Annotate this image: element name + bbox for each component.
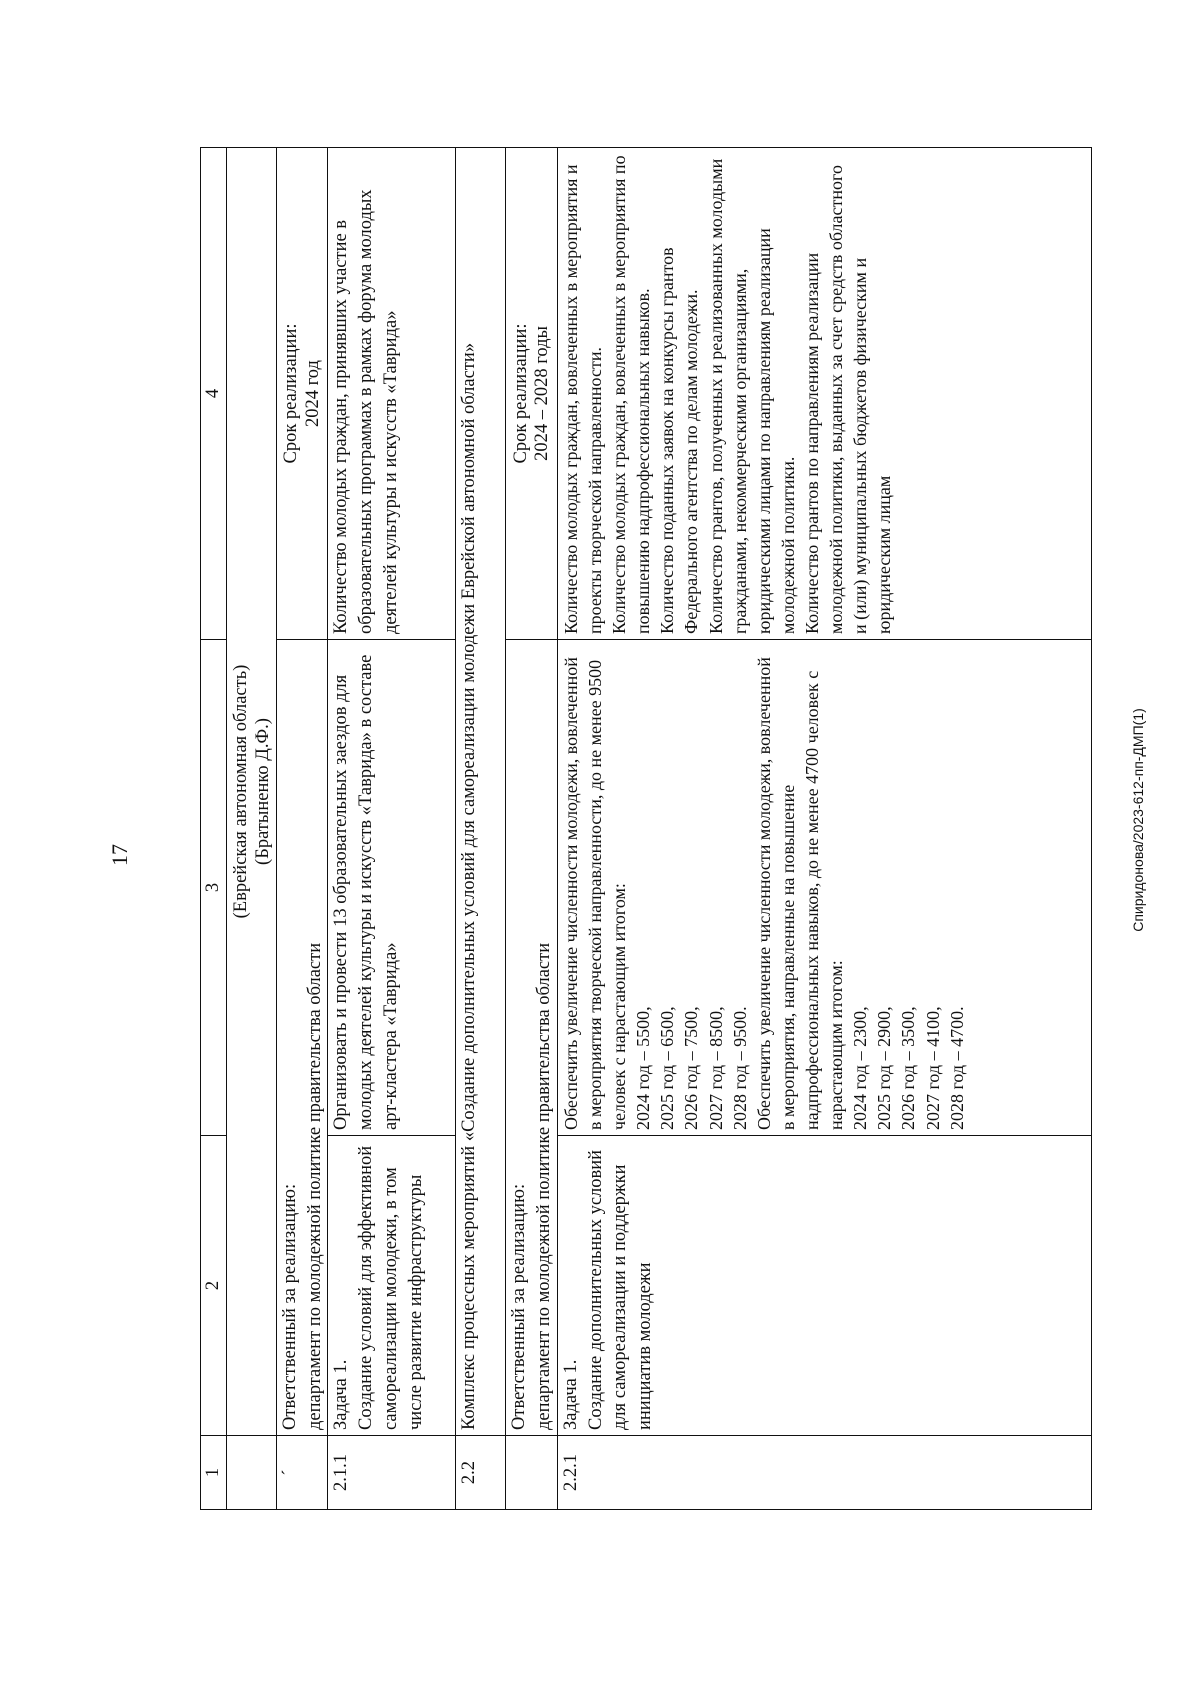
- activity-text: Обеспечить увеличение численности молодежи, вовлеченной в мероприятия, направленные на повышение надпрофессиональных навыков, до не менее 4700 человек с нарастающим итогом:: [753, 657, 847, 1130]
- task-cell: [557, 1136, 1091, 1436]
- region-row: [226, 148, 276, 1510]
- year-value: 2028 год – 9500.: [729, 1006, 750, 1130]
- responsible-cell-1: [276, 640, 328, 1436]
- region-cell: [226, 148, 276, 1436]
- year-value: 2027 год – 8500,: [705, 1006, 726, 1130]
- term-value: 2024 год: [302, 360, 323, 427]
- row-number: 2.1.1: [328, 1436, 456, 1510]
- term-value: 2024 – 2028 годы: [532, 326, 553, 461]
- task-label: Задача 1.: [331, 1359, 352, 1430]
- responsible-label: Ответственный за реализацию:: [509, 1183, 530, 1430]
- table-row-2-1-1: [328, 148, 456, 1510]
- col-header-4: 4: [201, 148, 227, 640]
- year-value: 2026 год – 3500,: [898, 1006, 919, 1130]
- complex-title-cell: Комплекс процессных мероприятий «Создание дополнительных условий для самореализации молодежи Еврейской автономной области»: [456, 148, 506, 1436]
- term-cell-2: [506, 148, 558, 640]
- task-cell: [328, 1136, 456, 1436]
- document-code: Спиридонова/2023-612-пп-ДМП(1): [1130, 708, 1146, 932]
- region-curator: (Братыненко Д.Ф.): [252, 718, 273, 865]
- year-value: 2026 год – 7500,: [681, 1006, 702, 1130]
- row-number: 2.2.1: [557, 1436, 1091, 1510]
- task-label: Задача 1.: [560, 1359, 581, 1430]
- page-number: 17: [107, 844, 132, 866]
- responsible-row-1: [276, 148, 328, 1510]
- term-label: Срок реализации:: [281, 323, 302, 464]
- responsible-department: департамент по молодежной политике правительства области: [534, 942, 555, 1430]
- year-value: 2027 год – 4100,: [922, 1006, 943, 1130]
- indicator-text: Количество молодых граждан, вовлеченных в мероприятия и проекты творческой направленности.: [560, 164, 606, 634]
- indicator-cell: Количество молодых граждан, принявших участие в образовательных программах в рамках форума молодых деятелей культуры и искусств «Таврида»: [328, 148, 456, 640]
- activity-cell: [557, 640, 1091, 1136]
- year-value: 2024 год – 2300,: [850, 1006, 871, 1130]
- responsible-department: департамент по молодежной политике правительства области: [304, 942, 325, 1430]
- col-header-1: 1: [201, 1436, 227, 1510]
- responsible-label: Ответственный за реализацию:: [279, 1183, 300, 1430]
- indicator-text: Количество поданных заявок на конкурсы грантов Федерального агентства по делам молодежи.: [657, 247, 702, 634]
- year-value: 2025 год – 6500,: [657, 1006, 678, 1130]
- year-value: 2028 год – 4700.: [946, 1006, 967, 1130]
- term-cell-1: [276, 148, 328, 640]
- responsible-cell-2: [506, 640, 558, 1436]
- term-label: Срок реализации:: [510, 323, 531, 464]
- row-number: 2.2: [456, 1436, 506, 1510]
- rotated-table-container: [200, 148, 1092, 1510]
- year-value: 2024 год – 5500,: [633, 1006, 654, 1130]
- column-header-row: [201, 148, 227, 1510]
- indicator-text: Количество грантов, полученных и реализованных молодыми гражданами, некоммерческими организациями, юридическими лицами по направлениям реализации молодежной политики.: [705, 158, 798, 634]
- tick-mark: ˊ: [276, 1436, 328, 1510]
- indicator-text: Количество молодых граждан, вовлеченных в мероприятия по повышению надпрофессиональных навыков.: [609, 155, 654, 634]
- task-text: Создание условий для эффективной самореализации молодежи, в том числе развитие инфраструктуры: [356, 1145, 426, 1430]
- year-value: 2025 год – 2900,: [874, 1006, 895, 1130]
- col-header-2: 2: [201, 1136, 227, 1436]
- table-row-2-2: [456, 148, 506, 1510]
- task-text: Создание дополнительных условий для самореализации и поддержки инициатив молодежи: [585, 1149, 656, 1430]
- indicator-cell: [557, 148, 1091, 640]
- table-row-2-2-1: [557, 148, 1091, 1510]
- region-name: (Еврейская автономная область): [230, 664, 251, 919]
- indicator-text: Количество грантов по направлениям реализации молодежной политики, выданных за счет средств областного и (или) муниципальных бюджетов физическим и юридическим лицам: [802, 165, 895, 634]
- program-table: [200, 147, 1092, 1510]
- responsible-row-2: [506, 148, 558, 1510]
- activity-cell: Организовать и провести 13 образовательных заездов для молодых деятелей культуры и искусств «Таврида» в составе арт-кластера «Таврида»: [328, 640, 456, 1136]
- activity-text: Обеспечить увеличение численности молодежи, вовлеченной в мероприятия творческой направленности, до не менее 9500 человек с нарастающим итогом:: [560, 657, 630, 1130]
- col-header-3: 3: [201, 640, 227, 1136]
